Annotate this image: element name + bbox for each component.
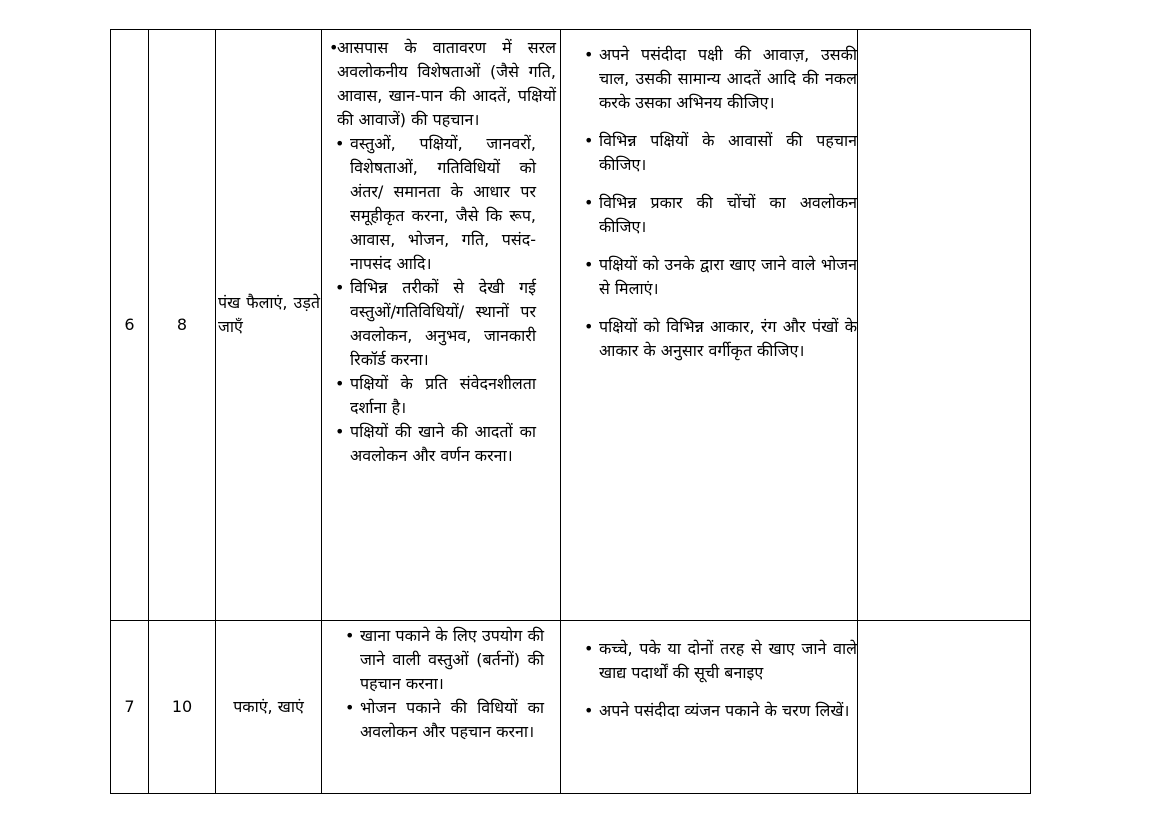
chapter-title: पकाएं, खाएं	[233, 697, 304, 716]
chapter-title: पंख फैलाएं, उड़ते जाएँ	[218, 293, 320, 336]
row-periods: 8	[149, 30, 216, 621]
row-number: 7	[111, 621, 149, 794]
learning-outcomes-list	[322, 621, 560, 744]
table-row	[111, 30, 1031, 621]
list-item: • आसपास के वातावरण में सरल अवलोकनीय विशेषताओं (जैसे गति, आवास, खान-पान की आदतें, पक्षियों की आवाजें) की पहचान।	[337, 36, 556, 132]
row-periods: 10	[149, 621, 216, 794]
list-item: • वस्तुओं, पक्षियों, जानवरों, विशेषताओं, गतिविधियों को अंतर/ समानता के आधार पर समूहीकृत करना, जैसे कि रूप, आवास, भोजन, गति, पसंद-नापसंद आदि।	[350, 132, 556, 276]
table-row	[111, 621, 1031, 794]
list-item: • भोजन पकाने की विधियों का अवलोकन और पहचान करना।	[360, 696, 544, 744]
activities-cell	[561, 30, 858, 621]
list-item: • पक्षियों को उनके द्वारा खाए जाने वाले भोजन से मिलाएं।	[599, 253, 857, 301]
empty-cell	[858, 621, 1031, 794]
list-item: • विभिन्न प्रकार की चोंचों का अवलोकन कीजिए।	[599, 191, 857, 239]
row-number: 6	[111, 30, 149, 621]
lesson-plan-table	[110, 29, 1031, 794]
list-item: • अपने पसंदीदा पक्षी की आवाज़, उसकी चाल, उसकी सामान्य आदतें आदि की नकल करके उसका अभिनय कीजिए।	[599, 43, 857, 115]
list-item: • पक्षियों को विभिन्न आकार, रंग और पंखों के आकार के अनुसार वर्गीकृत कीजिए।	[599, 315, 857, 363]
list-item: • पक्षियों की खाने की आदतों का अवलोकन और वर्णन करना।	[350, 420, 556, 468]
activities-cell	[561, 621, 858, 794]
list-item: • पक्षियों के प्रति संवेदनशीलता दर्शाना है।	[350, 372, 556, 420]
list-item: • अपने पसंदीदा व्यंजन पकाने के चरण लिखें।	[599, 699, 857, 723]
chapter-title-cell	[216, 30, 322, 621]
learning-outcomes-cell	[322, 621, 561, 794]
list-item: • विभिन्न पक्षियों के आवासों की पहचान कीजिए।	[599, 129, 857, 177]
chapter-title-cell	[216, 621, 322, 794]
empty-cell	[858, 30, 1031, 621]
activities-list	[561, 621, 857, 723]
list-item: • कच्चे, पके या दोनों तरह से खाए जाने वाले खाद्य पदार्थों की सूची बनाइए	[599, 637, 857, 685]
learning-outcomes-cell	[322, 30, 561, 621]
activities-list	[561, 30, 857, 363]
learning-outcomes-list	[322, 30, 560, 470]
list-item: • खाना पकाने के लिए उपयोग की जाने वाली वस्तुओं (बर्तनों) की पहचान करना।	[360, 624, 544, 696]
list-item: • विभिन्न तरीकों से देखी गई वस्तुओं/गतिविधियों/ स्थानों पर अवलोकन, अनुभव, जानकारी रिकॉर्ड करना।	[350, 276, 556, 372]
